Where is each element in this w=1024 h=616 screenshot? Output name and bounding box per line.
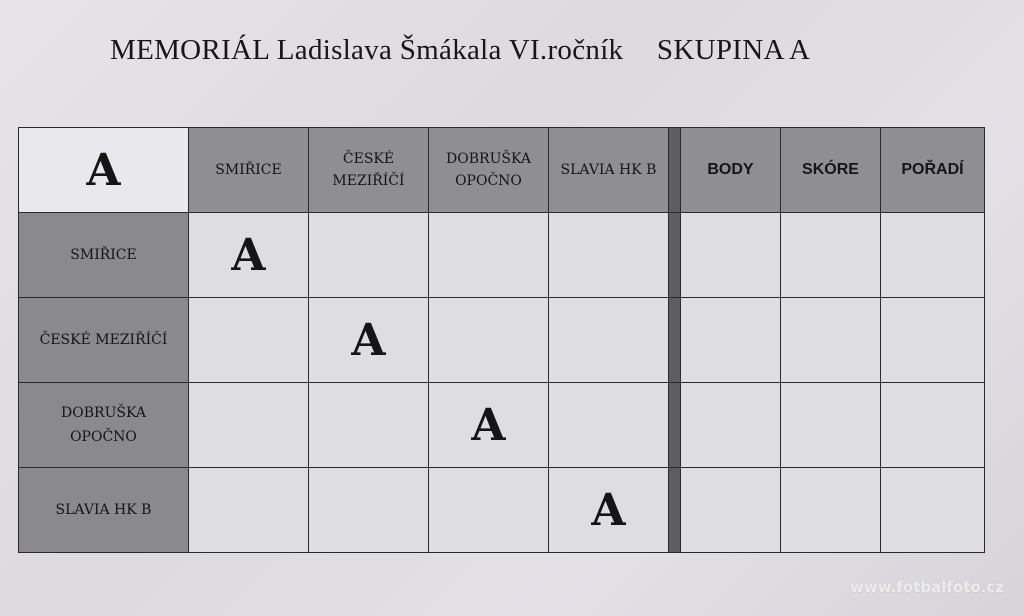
column-separator xyxy=(669,468,681,553)
column-separator xyxy=(669,128,681,213)
group-table xyxy=(18,127,985,553)
diagonal-mark: A xyxy=(189,213,309,298)
result-cell xyxy=(189,468,309,553)
col-header-team-1: SMIŘICE xyxy=(189,128,309,213)
document-title xyxy=(110,34,810,67)
tournament-name: MEMORIÁL Ladislava Šmákala VI.ročník xyxy=(110,34,624,66)
table-row xyxy=(19,468,985,553)
col-header-team-3: DOBRUŠKA OPOČNO xyxy=(429,128,549,213)
result-cell xyxy=(189,383,309,468)
watermark: www.fotbalfoto.cz xyxy=(850,578,1004,596)
col-header-team-4: SLAVIA HK B xyxy=(549,128,669,213)
result-cell xyxy=(309,383,429,468)
result-cell xyxy=(309,213,429,298)
rank-cell xyxy=(881,298,985,383)
col-header-team-2: ČESKÉ MEZIŘÍČÍ xyxy=(309,128,429,213)
points-cell xyxy=(681,468,781,553)
diagonal-mark: A xyxy=(549,468,669,553)
rank-cell xyxy=(881,213,985,298)
score-cell xyxy=(781,468,881,553)
diagonal-mark: A xyxy=(429,383,549,468)
table-row xyxy=(19,298,985,383)
result-cell xyxy=(549,298,669,383)
points-cell xyxy=(681,383,781,468)
result-cell xyxy=(429,213,549,298)
row-header-team-3: DOBRUŠKA OPOČNO xyxy=(19,383,189,468)
rank-cell xyxy=(881,468,985,553)
group-corner-label: A xyxy=(19,128,189,213)
diagonal-mark: A xyxy=(309,298,429,383)
row-header-team-2: ČESKÉ MEZIŘÍČÍ xyxy=(19,298,189,383)
col-header-score: SKÓRE xyxy=(781,128,881,213)
result-cell xyxy=(429,468,549,553)
result-cell xyxy=(189,298,309,383)
column-separator xyxy=(669,213,681,298)
score-cell xyxy=(781,383,881,468)
result-cell xyxy=(309,468,429,553)
column-separator xyxy=(669,298,681,383)
score-cell xyxy=(781,213,881,298)
row-header-team-4: SLAVIA HK B xyxy=(19,468,189,553)
rank-cell xyxy=(881,383,985,468)
points-cell xyxy=(681,298,781,383)
header-row xyxy=(19,128,985,213)
group-name: SKUPINA A xyxy=(656,34,811,66)
result-cell xyxy=(549,213,669,298)
result-cell xyxy=(549,383,669,468)
points-cell xyxy=(681,213,781,298)
column-separator xyxy=(669,383,681,468)
score-cell xyxy=(781,298,881,383)
table-row xyxy=(19,213,985,298)
table-row xyxy=(19,383,985,468)
result-cell xyxy=(429,298,549,383)
col-header-points: BODY xyxy=(681,128,781,213)
row-header-team-1: SMIŘICE xyxy=(19,213,189,298)
col-header-rank: POŘADÍ xyxy=(881,128,985,213)
